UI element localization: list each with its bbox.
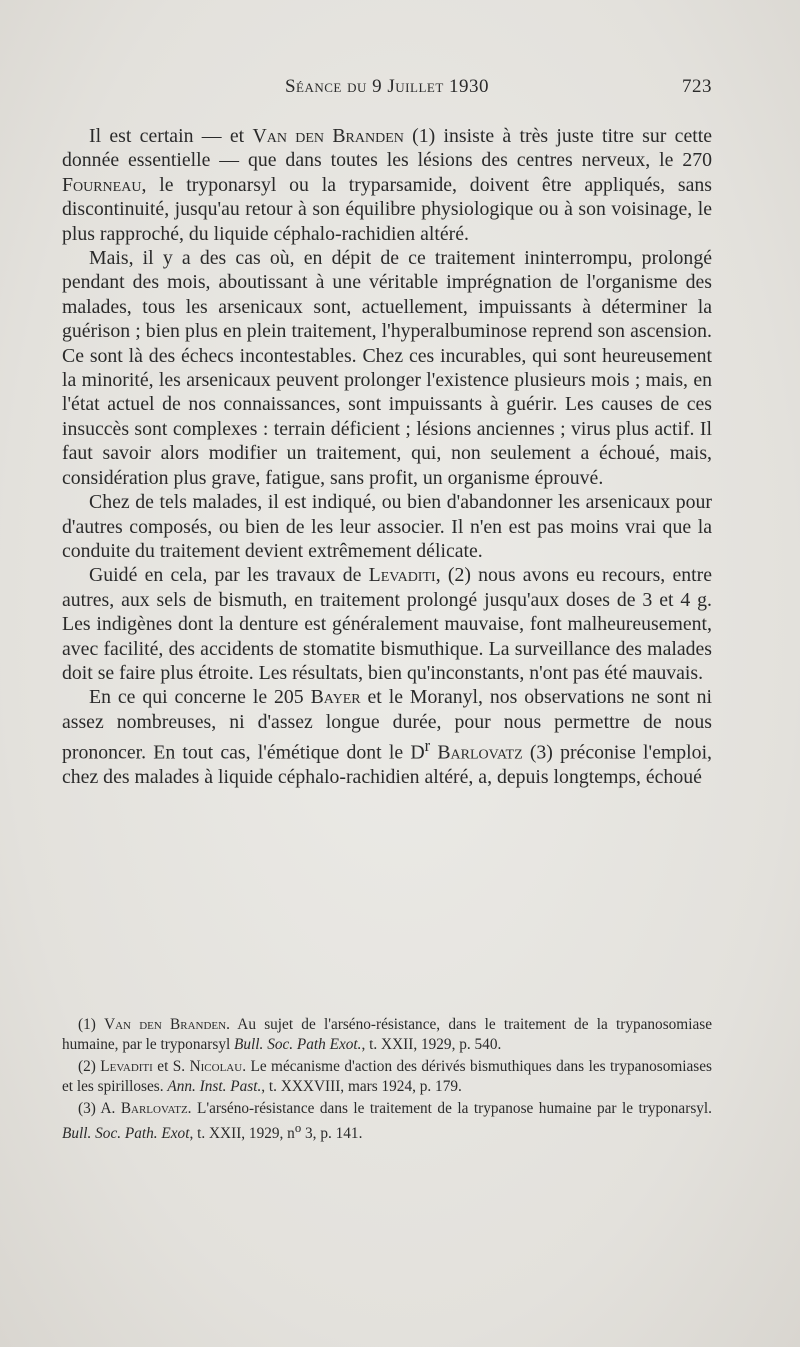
text-run: et le Moranyl, nos observations ne sont ni assez nombreuses, ni d'assez longue durée, pour nous permettre de nous prononcer. En tout cas, l'émétique dont le D bbox=[62, 686, 713, 764]
author-name: Levaditi bbox=[368, 564, 436, 587]
text-run: 3, p. 141. bbox=[301, 1125, 363, 1143]
journal-title: Bull. Soc. Path Exot. bbox=[234, 1035, 362, 1053]
journal-title: Ann. Inst. Past. bbox=[167, 1077, 262, 1095]
text-run: (1) bbox=[78, 1016, 105, 1033]
page-number: 723 bbox=[682, 76, 712, 97]
text-run: , le tryponarsyl ou la tryparsamide, doivent être appliqués, sans discontinuité, jusqu'au retour à son équilibre physiologique ou à son voisinage, le plus rapproché, du liquide céphalo-rachidien altéré. bbox=[62, 173, 712, 245]
author-name: Levaditi bbox=[100, 1058, 153, 1076]
superscript: o bbox=[294, 1120, 302, 1135]
author-name: Van den Branden bbox=[252, 125, 404, 147]
text-run: , (2) nous avons eu recours, entre autres, aux sels de bismuth, en traitement prolongé jusqu'aux doses de 3 et 4 g. Les indigènes dont la denture est généralement mauvaise, font malheureusement, avec facilité, des accidents de stomatite bismuthique. La surveillance des malades doit se faire plus étroite. Les résultats, bien qu'inconstants, n'ont pas été mauvais. bbox=[62, 564, 712, 684]
footnote-1 bbox=[62, 1015, 712, 1054]
text-run: (1) insiste à très juste titre sur cette donnée essentielle — que dans toutes les lésions des centres nerveux, le 270 bbox=[62, 125, 712, 172]
paragraph-3: Chez de tels malades, il est indiqué, ou bien d'abandonner les arsenicaux pour d'autres composés, ou bien de les leur associer. Il n'en est pas moins vrai que la conduite du traitement devient extrêmement délicate. bbox=[62, 491, 712, 562]
text-run: Guidé en cela, par les travaux de bbox=[89, 564, 369, 587]
paragraph-2: Mais, il y a des cas où, en dépit de ce traitement ininterrompu, prolongé pendant des mois, aboutissant à une véritable imprégnation de l'organisme des malades, tous les arsenicaux sont, actuellement, impuissants à déterminer la guérison ; bien plus en plein traitement, l'hyperalbuminose reprend son ascension. Ce sont là des échecs incontestables. Chez ces incurables, qui sont heureusement la minorité, les arsenicaux peuvent prolonger l'existence plusieurs mois ; mais, en l'état actuel de nos connaissances, sont impuissants à guérir. Les causes de ces insuccès sont complexes : terrain déficient ; lésions anciennes ; virus plus actif. Il faut savoir alors modifier un traitement, qui, non seulement a échoué, mais, considération plus grave, fatigue, sans profit, un organisme éprouvé. bbox=[62, 247, 712, 489]
footnotes bbox=[62, 1015, 712, 1147]
footnote-2 bbox=[62, 1057, 712, 1096]
author-name: Van den Branden bbox=[104, 1016, 227, 1033]
text-run: (3) A. bbox=[78, 1100, 121, 1118]
footnote-3 bbox=[62, 1099, 712, 1143]
main-text bbox=[62, 124, 712, 790]
paragraph-5 bbox=[62, 685, 712, 789]
author-name: Barlovatz bbox=[120, 1100, 188, 1118]
author-name: Bayer bbox=[310, 686, 361, 709]
paragraph-1 bbox=[62, 124, 712, 246]
text-run: , t. XXXVIII, mars 1924, p. 179. bbox=[261, 1077, 462, 1095]
text-run: . Le mécanisme d'action des dérivés bismuthiques dans les trypanosomiases et les spirilloses. bbox=[62, 1058, 712, 1095]
running-header bbox=[62, 76, 712, 104]
text-run: . Au sujet de l'arséno-résistance, dans le traitement de la trypanosomiase humaine, par le tryponarsyl bbox=[62, 1016, 712, 1053]
text-run: (2) bbox=[78, 1058, 101, 1076]
author-name: Fourneau bbox=[62, 173, 142, 196]
author-name: Nicolau bbox=[189, 1058, 243, 1076]
journal-title: Bull. Soc. Path. Exot bbox=[62, 1125, 190, 1143]
text-run: . L'arséno-résistance dans le traitement de la trypanose humaine par le tryponarsyl. bbox=[187, 1100, 712, 1118]
running-title: Séance du 9 Juillet 1930 bbox=[284, 76, 490, 97]
text-run: , t. XXII, 1929, p. 540. bbox=[361, 1035, 502, 1053]
text-run: En ce qui concerne le 205 bbox=[89, 686, 311, 709]
superscript: r bbox=[424, 736, 431, 756]
text-run: (3) préconise l'emploi, chez des malades à liquide céphalo-rachidien altéré, a, depuis longtemps, échoué bbox=[62, 741, 713, 789]
text-run: , t. XXII, 1929, n bbox=[189, 1125, 295, 1143]
paragraph-4 bbox=[62, 563, 712, 685]
text-run: Il est certain — et bbox=[89, 125, 253, 147]
text-run: et S. bbox=[152, 1058, 190, 1076]
author-name: Barlovatz bbox=[437, 741, 523, 764]
